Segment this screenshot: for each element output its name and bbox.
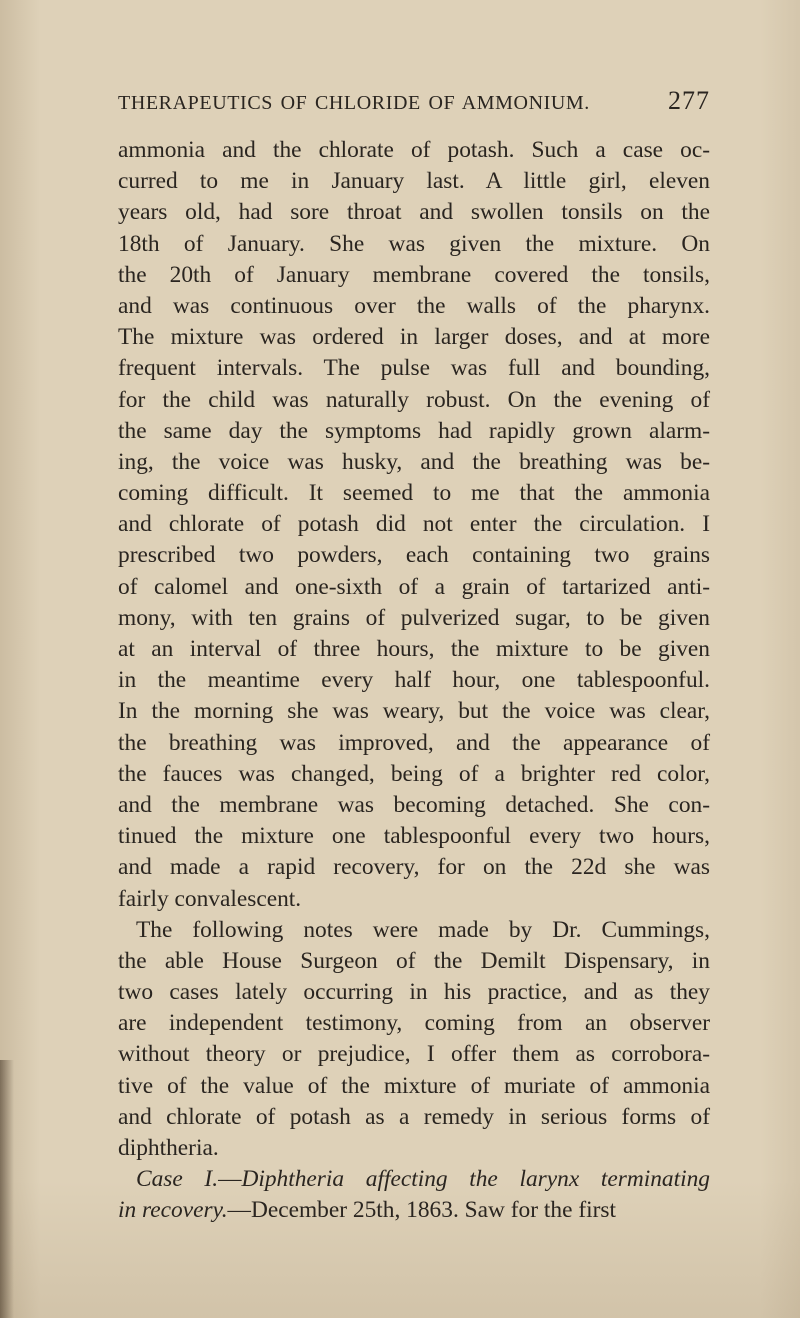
text-line: 18th of January. She was given the mixture. On — [118, 230, 710, 257]
case-label: Case I. — [136, 1166, 219, 1193]
case-rest: December 25th, 1863. Saw for the first — [250, 1197, 616, 1224]
text-line: the 20th of January membrane covered the tonsils, — [118, 261, 710, 288]
body-text — [118, 135, 710, 1227]
text-line: coming difficult. It seemed to me that the ammonia — [118, 480, 710, 507]
case-heading-line-2 — [118, 1195, 710, 1226]
text-line: at an interval of three hours, the mixture to be given — [118, 636, 710, 662]
text-line: ing, the voice was husky, and the breathing was be- — [118, 448, 710, 475]
case-title-part2: in recovery. — [118, 1197, 228, 1224]
text-line: and made a rapid recovery, for on the 22d she was — [118, 854, 710, 881]
page-edge-shadow — [0, 1060, 14, 1318]
text-line: of calomel and one-sixth of a grain of tartarized anti- — [118, 573, 710, 600]
running-title: THERAPEUTICS OF CHLORIDE OF AMMONIUM. — [118, 92, 590, 114]
text-line: tinued the mixture one tablespoonful every two hours, — [118, 823, 710, 850]
text-line: prescribed two powders, each containing two grains — [118, 542, 710, 569]
running-header — [118, 86, 710, 116]
text-line: diphtheria. — [118, 1135, 219, 1161]
text-line: for the child was naturally robust. On the evening of — [118, 386, 710, 413]
text-line: curred to me in January last. A little girl, eleven — [118, 168, 710, 195]
text-line: the fauces was changed, being of a brighter red color, — [118, 760, 710, 787]
text-line: mony, with ten grains of pulverized sugar, to be given — [118, 604, 710, 631]
text-line: tive of the value of the mixture of muriate of ammonia — [118, 1072, 710, 1099]
text-line: the same day the symptoms had rapidly grown alarm- — [118, 417, 710, 444]
case-dash-2: — — [227, 1197, 251, 1224]
case-dash: — — [218, 1166, 242, 1193]
page-number: 277 — [668, 86, 710, 115]
text-line: the breathing was improved, and the appearance of — [118, 729, 710, 756]
text-line: and the membrane was becoming detached. She con- — [118, 791, 710, 818]
text-line: fairly convalescent. — [118, 885, 302, 912]
text-line: years old, had sore throat and swollen tonsils on the — [118, 199, 710, 226]
text-line: and chlorate of potash did not enter the circulation. I — [118, 511, 710, 538]
text-line: are independent testimony, coming from an observer — [118, 1010, 710, 1037]
text-line: two cases lately occurring in his practice, and as they — [118, 979, 710, 1006]
text-line: and was continuous over the walls of the pharynx. — [118, 292, 710, 319]
text-line: frequent intervals. The pulse was full and bounding, — [118, 355, 710, 382]
case-heading-line — [118, 1164, 710, 1195]
text-line: ammonia and the chlorate of potash. Such a case oc- — [118, 137, 710, 163]
text-line: in the meantime every half hour, one tablespoonful. — [118, 667, 710, 694]
text-line: The mixture was ordered in larger doses, and at more — [118, 324, 710, 351]
text-line: without theory or prejudice, I offer them as corrobora- — [118, 1041, 710, 1068]
text-line: The following notes were made by Dr. Cummings, — [136, 916, 710, 943]
text-line: In the morning she was weary, but the voice was clear, — [118, 698, 710, 725]
text-line: and chlorate of potash as a remedy in serious forms of — [118, 1103, 710, 1130]
case-title-part1: Diphtheria affecting the larynx terminating — [241, 1166, 710, 1193]
text-line: the able House Surgeon of the Demilt Dispensary, in — [118, 947, 710, 974]
